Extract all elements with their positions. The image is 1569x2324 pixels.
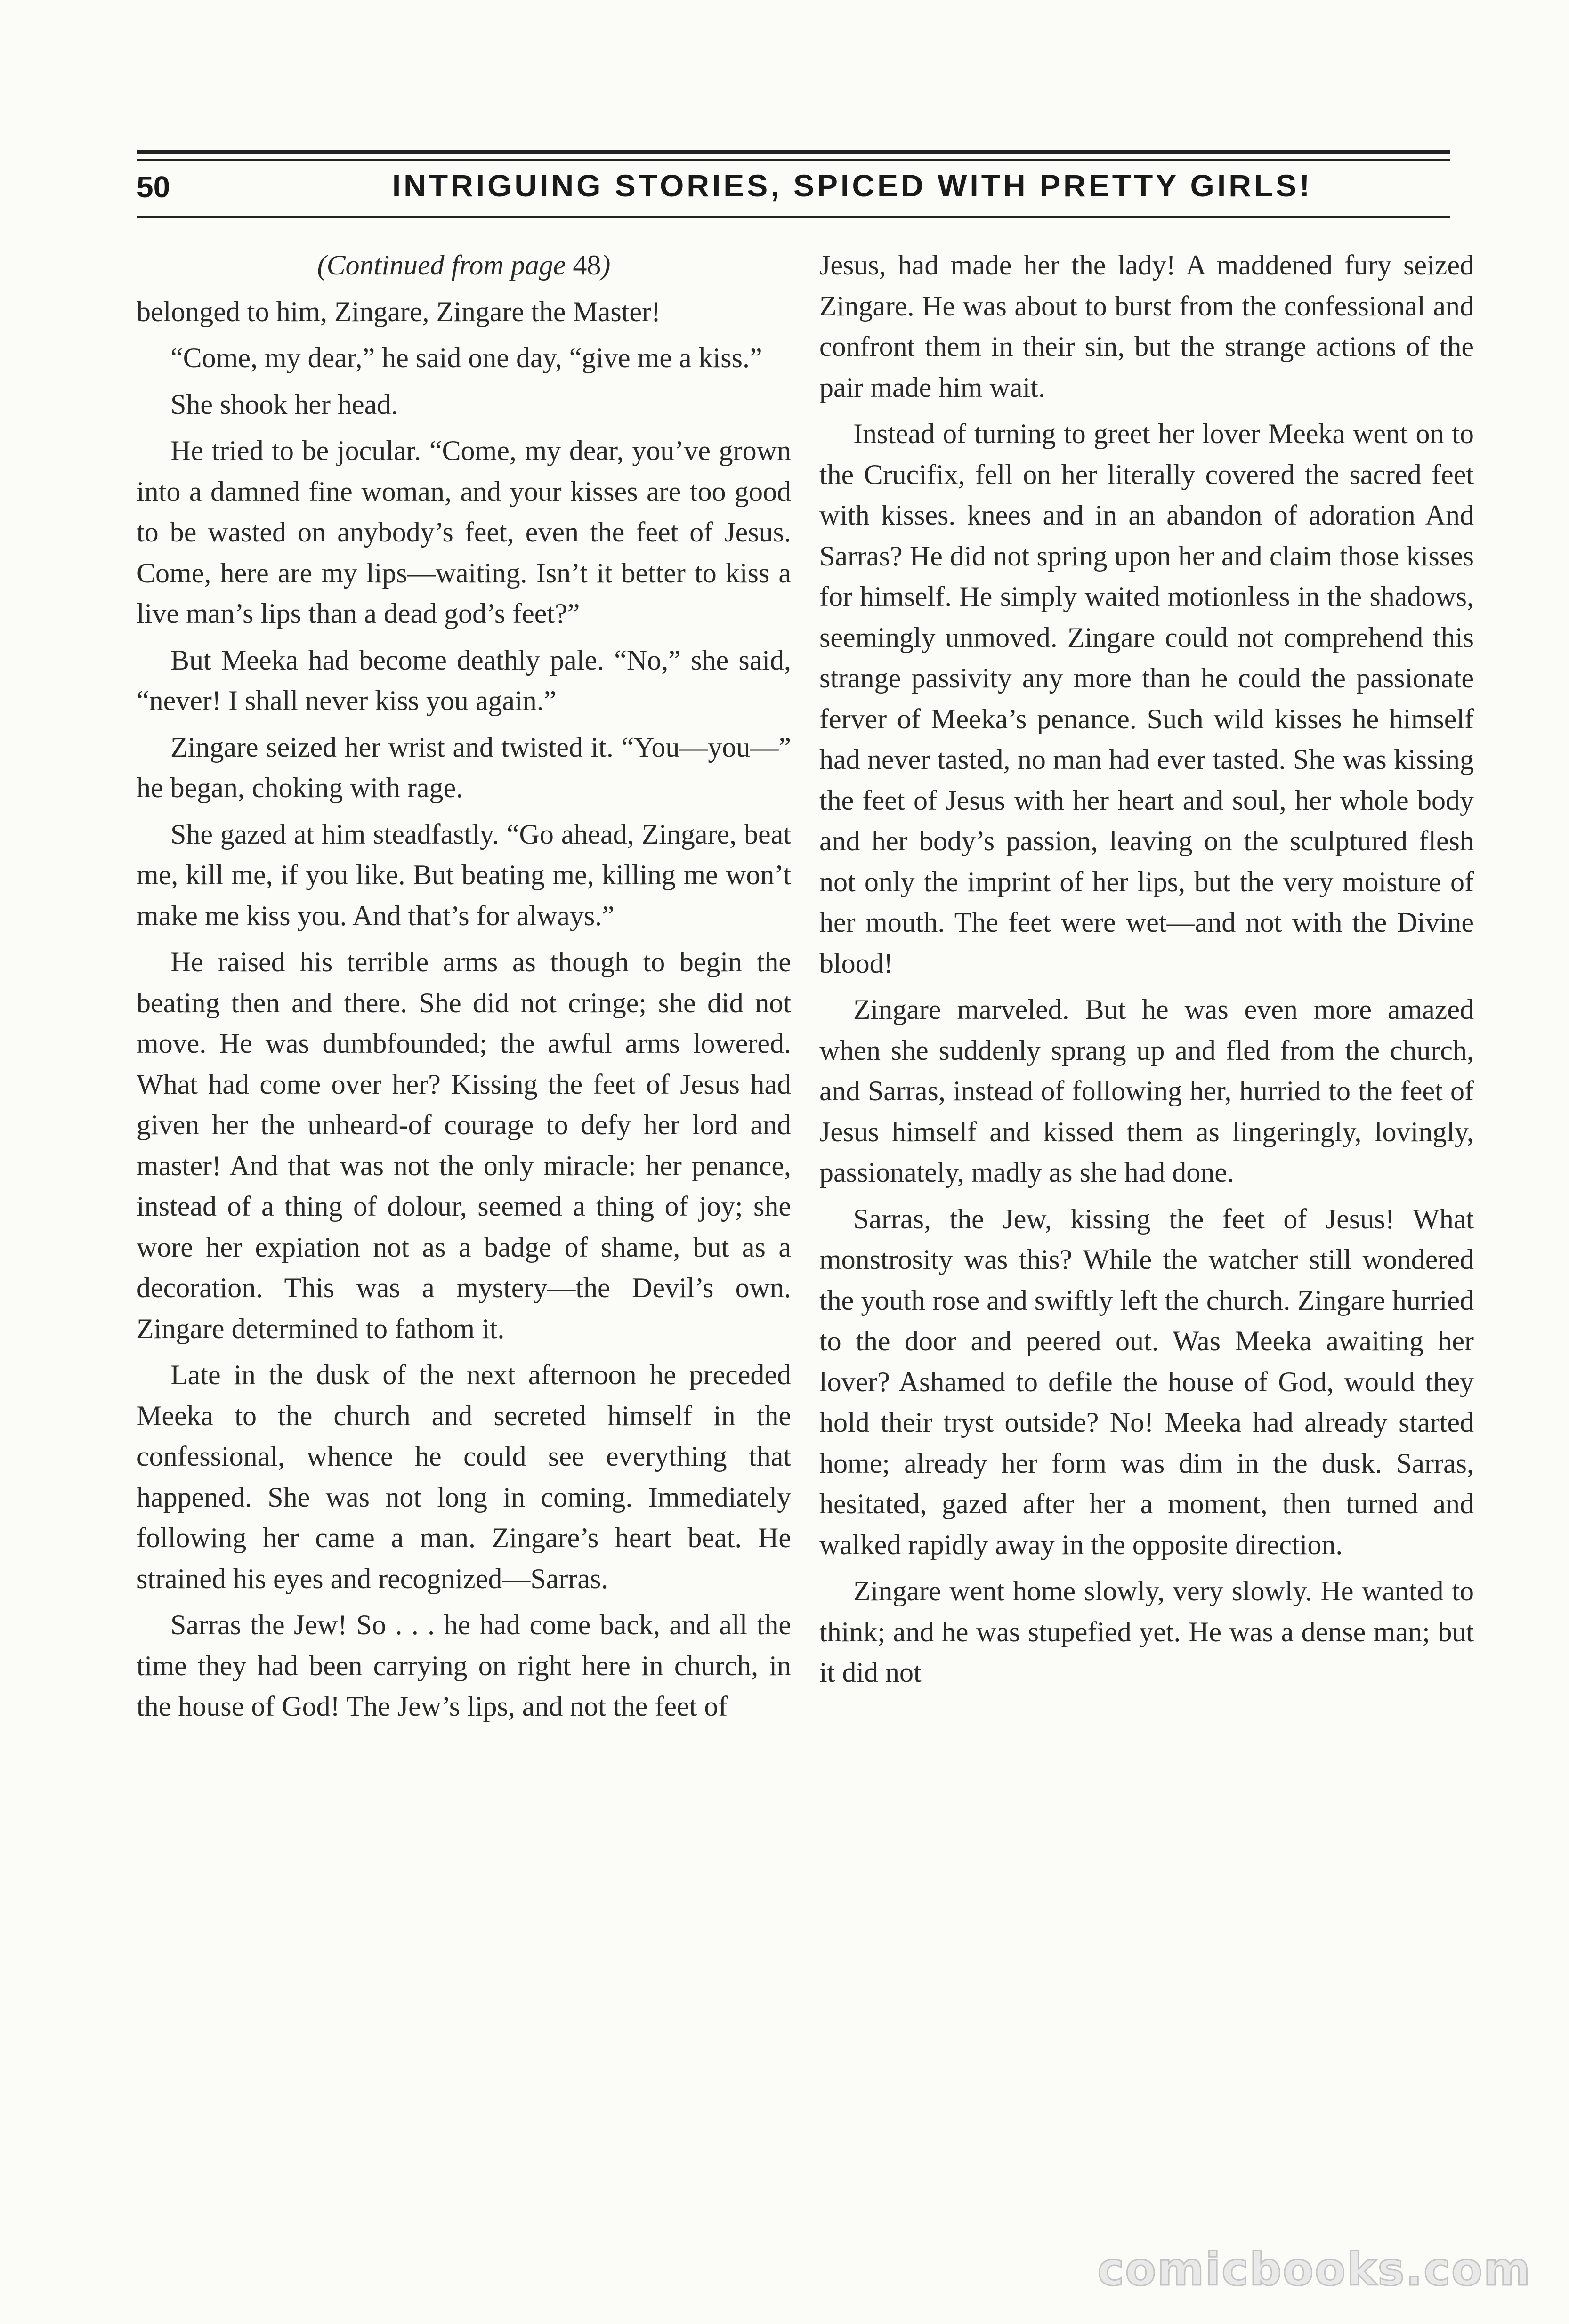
paragraph: Jesus, had made her the lady! A maddened fury seized Zingare. He was about to burst from the confessional and confront them in their sin, but the strange actions of the pair made him wait. [819,250,1474,403]
paragraph: He raised his terrible arms as though to begin the beating then and there. She did not cringe; she did not move. He was dumbfounded; the awful arms lowered. What had come over her? Kissing the feet of Jesus had given her the unheard-of courage to defy her lord and master! And that was not the only miracle: her penance, instead of a thing of dolour, seemed a thing of joy; she wore her expiation not as a badge of shame, but as a decoration. This was a mystery—the Devil’s own. Zingare determined to fathom it. [137,946,791,1344]
paragraph: Sarras the Jew! So . . . he had come back, and all the time they had been carrying on right here in church, in the house of God! The Jew’s lips, and not the feet of [137,1609,791,1722]
paragraph: Zingare went home slowly, very slowly. He wanted to think; and he was stupefied yet. He was a dense man; but it did not [819,1575,1474,1688]
right-column [819,245,1474,1699]
paragraph: Zingare marveled. But he was even more amazed when she suddenly sprang up and fled from the church, and Sarras, instead of following her, hurried to the feet of Jesus himself and kissed them as lingeringly, lovingly, passionately, madly as she had done. [819,994,1474,1188]
paragraph: But Meeka had become deathly pale. “No,” she said, “never! I shall never kiss you again.” [137,644,791,716]
paragraph: He tried to be jocular. “Come, my dear, you’ve grown into a damned fine woman, and your kisses are too good to be wasted on anybody’s feet, even the feet of Jesus. Come, here are my lips—waiting. Isn’t it better to kiss a live man’s lips than a dead god’s feet?” [137,435,791,629]
paragraph: Instead of turning to greet her lover Meeka went on to the Crucifix, fell on her literally covered the sacred feet with kisses. knees and in an abandon of adoration And Sarras? He did not spring upon her and claim those kisses for himself. He simply waited motionless in the shadows, seemingly unmoved. Zingare could not comprehend this strange passivity any more than he could the passionate ferver of Meeka’s penance. Such wild kisses he himself had never tasted, no man had ever tasted. She was kissing the feet of Jesus with her heart and soul, her whole body and her body’s passion, leaving on the sculptured flesh not only the imprint of her lips, but the very moisture of her mouth. The feet were wet—and not with the Divine blood! [819,418,1474,979]
page-header [137,150,1450,230]
continued-page: 48 [573,250,601,281]
paragraph: Sarras, the Jew, kissing the feet of Jesus! What monstrosity was this? While the watcher still wondered the youth rose and swiftly left the church. Zingare hurried to the door and peered out. Was Meeka awaiting her lover? Ashamed to defile the house of God, would they hold their tryst outside? No! Meeka had already started home; already her form was dim in the dusk. Sarras, hesitated, gazed after her a moment, then turned and walked rapidly away in the opposite direction. [819,1203,1474,1560]
left-column [137,245,791,1733]
page-number: 50 [137,170,170,204]
paragraph: “Come, my dear,” he said one day, “give me a kiss.” [170,342,762,373]
paragraph: Zingare seized her wrist and twisted it. “You—you—” he began, choking with rage. [137,731,791,803]
paragraph: She shook her head. [170,388,398,420]
paragraph: She gazed at him steadfastly. “Go ahead, Zingare, beat me, kill me, if you like. But beating me, killing me won’t make me kiss you. And that’s for always.” [137,818,791,931]
paragraph: Late in the dusk of the next afternoon he preceded Meeka to the church and secreted himself in the confessional, whence he could see everything that happened. She was not long in coming. Immediately following her came a man. Zingare’s heart beat. He strained his eyes and recognized—Sarras. [137,1359,791,1594]
header-rule-bottom [137,216,1450,218]
paragraph: belonged to him, Zingare, Zingare the Master! [137,296,661,327]
header-rule-thin [137,159,1450,161]
watermark: comicbooks.com [1097,2243,1531,2296]
header-rule-thick [137,150,1450,154]
continued-text: Continued from page [326,250,566,281]
continued-note: (Continued from page 48) [317,250,611,281]
running-title: INTRIGUING STORIES, SPICED WITH PRETTY GIRLS! [392,168,1313,203]
